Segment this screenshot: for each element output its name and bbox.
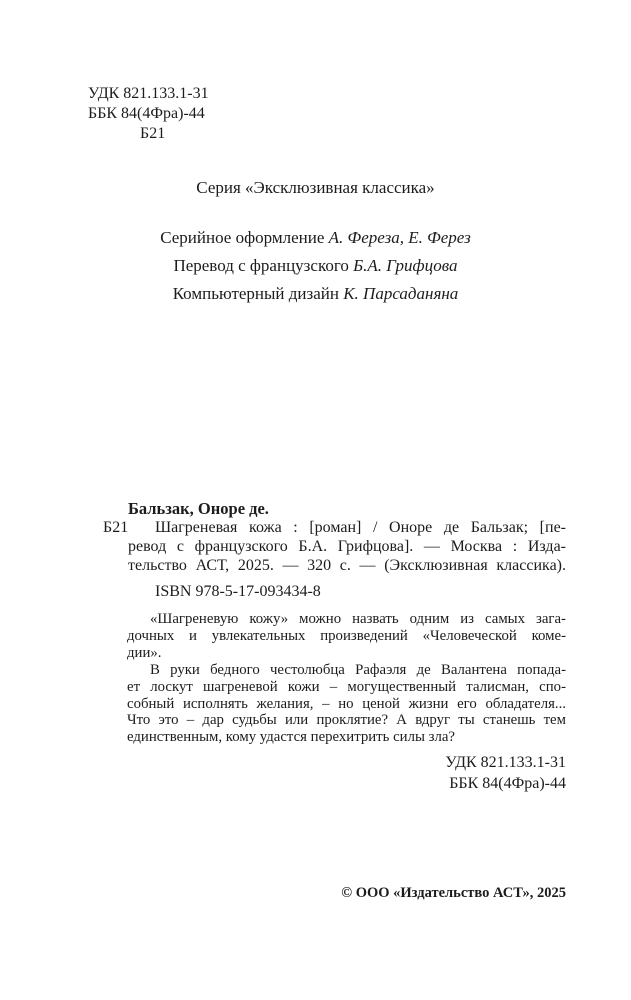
annotation-block — [127, 611, 566, 746]
catalog-author-heading: Бальзак, Оноре де. — [128, 499, 269, 518]
copyright-line: © ООО «Издательство АСТ», 2025 — [341, 885, 566, 901]
credit-names: А. Фереза, Е. Ферез — [328, 228, 471, 247]
annotation-line: В руки бедного честолюбца Рафаэля де Валантена попада- — [150, 661, 566, 678]
author-sign-code: Б21 — [140, 125, 166, 142]
credit-role: Серийное оформление — [160, 228, 329, 247]
bbk-code-top: ББК 84(4Фра)-44 — [88, 105, 205, 122]
annotation-line: Что это – дар судьбы или проклятие? А вдруг ты станешь тем — [127, 712, 566, 729]
catalog-record — [103, 499, 566, 601]
credit-names: К. Парсаданяна — [343, 284, 459, 303]
annotation-line: единственным, кому удастся перехитрить силы зла? — [127, 729, 455, 746]
annotation-line: «Шагреневую кожу» можно назвать одним из самых зага- — [150, 611, 566, 627]
credit-line-computer-design — [65, 280, 566, 308]
series-title: Серия «Эксклюзивная классика» — [196, 178, 435, 197]
credit-names: Б.А. Грифцова — [353, 256, 458, 275]
credit-role: Компьютерный дизайн — [172, 284, 344, 303]
annotation-line: ет лоскут шагреневой кожи – могущественный талисман, спо- — [127, 678, 566, 695]
annotation-line: собный исполнять желания, – но ценой жизни его обладателя... — [127, 695, 566, 712]
udk-code-top: УДК 821.133.1-31 — [88, 85, 209, 102]
credit-role: Перевод с французского — [173, 256, 354, 275]
isbn-line: ISBN 978-5-17-093434-8 — [155, 583, 321, 600]
annotation-line: дочных и увлекательных произведений «Человеческой коме- — [127, 627, 566, 644]
annotation-line: дии». — [127, 644, 162, 661]
udk-code-bottom: УДК 821.133.1-31 — [445, 754, 566, 771]
catalog-entry-line: ревод с французского Б.А. Грифцова]. — Москва : Изда- — [128, 538, 566, 555]
catalog-author-sign: Б21 — [103, 519, 129, 536]
catalog-entry-text: Шагреневая кожа : [роман] / Оноре де Бальзак; [пе- — [155, 519, 566, 536]
credits-block — [65, 224, 566, 308]
bbk-code-bottom: ББК 84(4Фра)-44 — [449, 774, 566, 792]
credit-line-design — [65, 224, 566, 252]
catalog-entry-line: тельство АСТ, 2025. — 320 с. — (Эксклюзивная классика). — [128, 557, 566, 574]
catalog-entry-line — [103, 518, 566, 537]
top-classification-block — [88, 84, 209, 144]
credit-line-translation — [65, 252, 566, 280]
bottom-classification-block — [445, 753, 566, 794]
